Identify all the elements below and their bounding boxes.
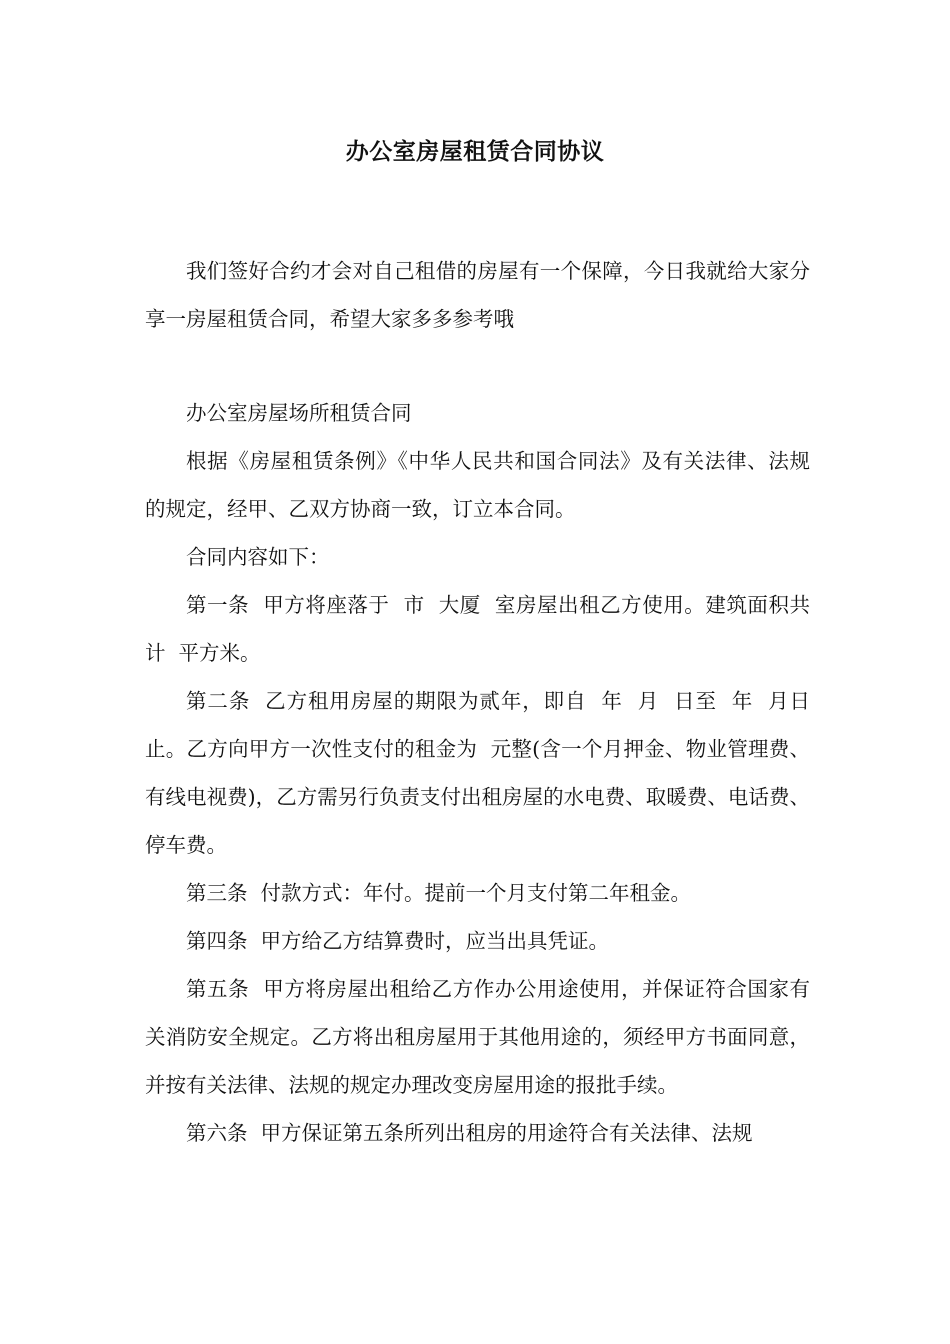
contract-body — [145, 389, 810, 1157]
contents-lead-paragraph: 合同内容如下： — [186, 545, 330, 569]
article-4-paragraph: 第四条 甲方给乙方结算费时，应当出具凭证。 — [186, 929, 610, 953]
article-6-paragraph: 第六条 甲方保证第五条所列出租房的用途符合有关法律、法规 — [186, 1121, 753, 1145]
intro-paragraph: 我们签好合约才会对自己租借的房屋有一个保障，今日我就给大家分享一房屋租赁合同，希望大家多多参考哦 — [145, 259, 810, 331]
contract-heading: 办公室房屋场所租赁合同 — [186, 401, 412, 425]
document-title: 办公室房屋租赁合同协议 — [345, 139, 605, 165]
article-1-paragraph: 第一条 甲方将座落于 市 大厦 室房屋出租乙方使用。建筑面积共计 平方米。 — [145, 593, 810, 665]
article-2-paragraph: 第二条 乙方租用房屋的期限为贰年，即自 年 月 日至 年 月日止。乙方向甲方一次性支付的租金为 元整(含一个月押金、物业管理费、有线电视费)，乙方需另行负责支付出租房屋的水电费、取暖费、电话费、停车费。 — [145, 689, 810, 857]
legal-basis-paragraph: 根据《房屋租赁条例》《中华人民共和国合同法》及有关法律、法规的规定，经甲、乙双方协商一致，订立本合同。 — [145, 449, 810, 521]
intro-section — [145, 247, 810, 343]
article-3-paragraph: 第三条 付款方式：年付。提前一个月支付第二年租金。 — [186, 881, 692, 905]
article-5-paragraph: 第五条 甲方将房屋出租给乙方作办公用途使用，并保证符合国家有关消防安全规定。乙方将出租房屋用于其他用途的，须经甲方书面同意，并按有关法律、法规的规定办理改变房屋用途的报批手续。 — [145, 977, 810, 1097]
